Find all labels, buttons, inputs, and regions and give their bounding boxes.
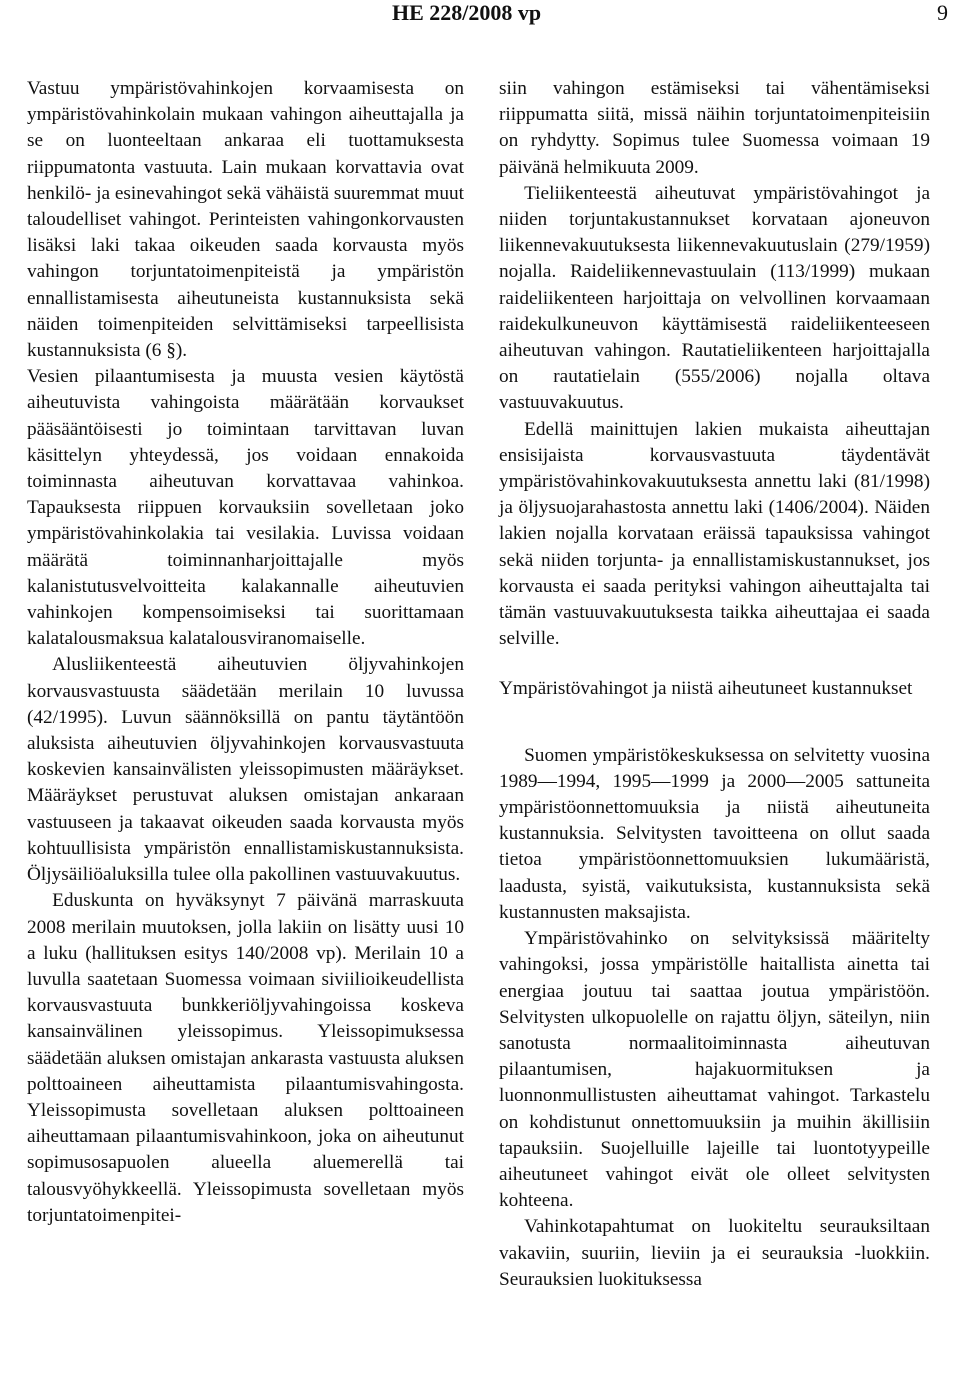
paragraph: Alusliikenteestä aiheutuvien öljyvahinkojen korvausvastuusta säädetään merilain 10 luvussa (42/1995). Luvun säännöksillä on pantu täytäntöön aluksista aiheutuvien öljyvahinkojen korvausvastuuta koskevien kansainvälisten yleissopimusten määräykset. Määräykset perustuvat aluksen omistajan ankaraan vastuuseen ja takaavat oikeuden saada korvausta myös kohtuullisista ympäristön ennallistamiskustannuksista. Öljysäiliöaluksilla tulee olla pakollinen vastuuvakuutus. bbox=[27, 654, 464, 886]
paragraph: Vahinkotapahtumat on luokiteltu seurauksiltaan vakaviin, suuriin, lieviin ja ei seurauksia -luokkiin. Seurauksien luokituksessa bbox=[499, 1216, 930, 1290]
document-reference: HE 228/2008 vp bbox=[392, 0, 542, 25]
left-column bbox=[27, 76, 464, 1229]
spacer bbox=[499, 652, 930, 676]
spacer bbox=[499, 703, 930, 743]
paragraph: Vesien pilaantumisesta ja muusta vesien käytöstä aiheutuvista vahingoista määrätään korvaukset pääsääntöisesti jo toimintaan tarvittavan luvan käsittelyn yhteydessä, jos voidaan ennakoida toiminnasta aiheutuvan korvattavaa vahinkoa. Tapauksesta riippuen korvauksiin sovelletaan joko ympäristövahinkolakia tai vesilakia. Luvissa voidaan määrätä toiminnanharjoittajalle myös kalanistutusvelvoitteita kalakannalle aiheutuvien vahinkojen kompensoimiseksi tai suorittamaan kalatalousmaksua kalatalousviranomaiselle. bbox=[27, 366, 464, 650]
page-header bbox=[0, 0, 960, 34]
paragraph: Ympäristövahinko on selvityksissä määritelty vahingoksi, jossa ympäristölle haitallista ainetta tai energiaa joutuu tai saattaa joutua ympäristöön. Selvitysten ulkopuolelle on rajattu öljyn, säteilyn, niin sanotusta normaalitoiminnasta aiheutuvan pilaantumisen, hajakuormituksen ja luonnonmullistusten aiheuttamat vahingot. Tarkastelu on kohdistunut onnettomuuksiin ja muihin äkillisiin tapauksiin. Suojelluille lajeille tai luontotyypeille aiheutuneet vahingot eivät ole olleet selvitysten kohteena. bbox=[499, 928, 930, 1212]
right-column bbox=[499, 76, 930, 1293]
paragraph: Tieliikenteestä aiheutuvat ympäristövahingot ja niiden torjuntakustannukset korvataan ajoneuvon liikennevakuutuksesta liikennevakuutuslain (279/1959) nojalla. Raideliikennevastuulain (113/1999) mukaan raideliikenteen harjoittaja on velvollinen korvaamaan raidekulkuneuvon käyttämisestä raideliikenteeseen aiheutuvan vahingon. Rautatieliikenteen harjoittajalla on rautatielain (555/2006) nojalla oltava vastuuvakuutus. bbox=[499, 182, 930, 414]
paragraph: Edellä mainittujen lakien mukaista aiheuttajan ensisijaista korvausvastuuta täydentävät ympäristövahinkovakuutuksesta annettu laki (81/1998) ja öljysuojarahastosta annettu laki (1406/2004). Näiden lakien nojalla korvataan eräissä tapauksissa vahingot sekä niiden torjunta- ja ennallistamiskustannukset, jos korvausta ei saada perityksi vahingon aiheuttajalta tai tämän vastuuvakuutuksesta taikka aiheuttajaa ei saada selville. bbox=[499, 418, 930, 650]
page-number: 9 bbox=[937, 0, 948, 25]
paragraph: Eduskunta on hyväksynyt 7 päivänä marraskuuta 2008 merilain muutoksen, jolla lakiin on lisätty uusi 10 a luku (hallituksen esitys 140/2008 vp). Merilain 10 a luvulla saatetaan Suomessa voimaan siviilioikeudellista korvausvastuuta bunkkeriöljyvahingoissa koskeva kansainvälinen yleissopimus. Yleissopimuksessa säädetään aluksen omistajan ankarasta vastuusta aluksen polttoaineen aiheuttamista pilaantumisvahingosta. Yleissopimusta sovelletaan aluksen polttoaineen aiheuttamaan pilaantumisvahinkoon, joka on aiheutunut sopimusosapuolen alueella aluemerellä tai talousvyöhykkeellä. Yleissopimusta sovelletaan myös torjuntatoimenpitei- bbox=[27, 890, 464, 1226]
paragraph: Suomen ympäristökeskuksessa on selvitetty vuosina 1989—1994, 1995—1999 ja 2000—2005 sattuneita ympäristöonnettomuuksia ja niistä aiheutuneita kustannuksia. Selvitysten tavoitteena on ollut saada tietoa ympäristöonnettomuuksien lukumääristä, laadusta, syistä, vaikutuksista, kustannuksista sekä kustannusten maksajista. bbox=[499, 744, 930, 923]
paragraph: Vastuu ympäristövahinkojen korvaamisesta on ympäristövahinkolain mukaan vahingon aiheuttajalla ja se on luonteeltaan ankaraa eli tuottamuksesta riippumatonta vastuuta. Lain mukaan korvattavia ovat henkilö- ja esinevahingot sekä vähäistä suuremmat muut taloudelliset vahingot. Perinteisten vahingonkorvausten lisäksi laki takaa oikeuden saada korvausta myös vahingon torjuntatoimenpiteistä ja ympäristön ennallistamisesta aiheutuneista kustannuksista sekä näiden toimenpiteiden selvittämiseksi tarpeellisista kustannuksista (6 §). bbox=[27, 78, 464, 362]
section-subheading: Ympäristövahingot ja niistä aiheutuneet kustannukset bbox=[499, 678, 913, 700]
paragraph: siin vahingon estämiseksi tai vähentämiseksi riippumatta siitä, missä näihin torjuntatoimenpiteisiin on ryhdytty. Sopimus tulee Suomessa voimaan 19 päivänä helmikuuta 2009. bbox=[499, 78, 930, 178]
